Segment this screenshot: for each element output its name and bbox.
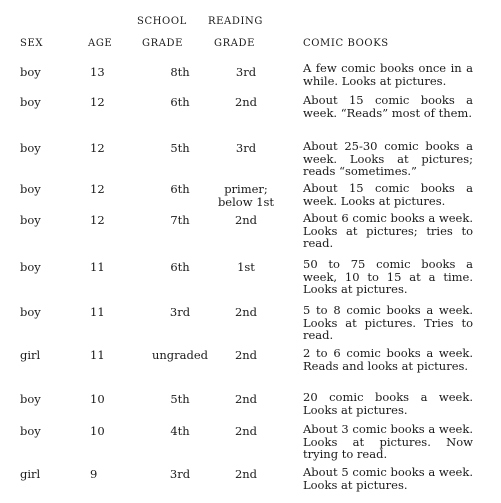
cell-school-grade: 5th (170, 392, 190, 406)
cell-age: 13 (90, 65, 105, 79)
header-age: AGE (88, 38, 113, 49)
cell-reading-grade: 2nd (234, 348, 258, 362)
cell-school-grade: 3rd (169, 305, 191, 319)
cell-reading-grade: 2nd (234, 305, 258, 319)
cell-reading-grade: 2nd (234, 467, 258, 481)
cell-age: 12 (90, 182, 105, 196)
cell-reading-grade: 2nd (234, 392, 258, 406)
cell-school-grade: ungraded (151, 348, 209, 362)
cell-sex: boy (20, 65, 41, 79)
cell-school-grade: 7th (170, 213, 190, 227)
cell-reading-grade: 2nd (234, 213, 258, 227)
cell-school-grade: 6th (170, 182, 190, 196)
cell-age: 12 (90, 213, 105, 227)
cell-sex: boy (20, 182, 41, 196)
header-comic-books: COMIC BOOKS (303, 38, 389, 49)
cell-reading-grade: 2nd (234, 424, 258, 438)
cell-school-grade: 3rd (169, 467, 191, 481)
cell-age: 12 (90, 95, 105, 109)
cell-comic-books: About 5 comic books a week. Looks at pictures. (303, 465, 473, 492)
cell-sex: boy (20, 141, 41, 155)
cell-school-grade: 4th (170, 424, 190, 438)
cell-comic-books: About 3 comic books a week. Looks at pictures. Now trying to read. (303, 422, 473, 461)
cell-age: 11 (90, 260, 105, 274)
cell-reading-grade: primer; below 1st (217, 182, 275, 209)
cell-reading-grade: 1st (237, 260, 255, 274)
cell-school-grade: 5th (170, 141, 190, 155)
cell-age: 11 (90, 348, 105, 362)
cell-reading-grade: 3rd (235, 141, 257, 155)
cell-comic-books: 2 to 6 comic books a week. Reads and looks at pictures. (303, 346, 473, 373)
cell-sex: boy (20, 213, 41, 227)
cell-age: 10 (90, 392, 105, 406)
cell-reading-grade: 2nd (234, 95, 258, 109)
cell-sex: boy (20, 424, 41, 438)
cell-age: 11 (90, 305, 105, 319)
cell-age: 12 (90, 141, 105, 155)
cell-comic-books: About 15 comic books a week. Looks at pictures. (303, 181, 473, 208)
cell-comic-books: About 15 comic books a week. “Reads” most of them. (303, 93, 473, 120)
cell-school-grade: 6th (170, 95, 190, 109)
cell-comic-books: 20 comic books a week. Looks at pictures. (303, 390, 473, 417)
cell-reading-grade: 3rd (235, 65, 257, 79)
cell-sex: boy (20, 260, 41, 274)
cell-age: 10 (90, 424, 105, 438)
cell-age: 9 (90, 467, 98, 481)
cell-comic-books: A few comic books once in a while. Looks at pictures. (303, 61, 473, 88)
header-school-bottom: GRADE (142, 38, 184, 49)
cell-comic-books: 50 to 75 comic books a week, 10 to 15 at a time. Looks at pictures. (303, 257, 473, 296)
cell-comic-books: About 6 comic books a week. Looks at pictures; tries to read. (303, 211, 473, 250)
cell-sex: boy (20, 95, 41, 109)
cell-sex: boy (20, 392, 41, 406)
cell-school-grade: 6th (170, 260, 190, 274)
cell-sex: girl (20, 467, 41, 481)
cell-sex: boy (20, 305, 41, 319)
header-sex: SEX (20, 38, 44, 49)
header-reading-top: READING (208, 16, 263, 27)
cell-school-grade: 8th (170, 65, 190, 79)
header-reading-bottom: GRADE (214, 38, 256, 49)
cell-comic-books: About 25-30 comic books a week. Looks at pictures; reads “sometimes.” (303, 139, 473, 178)
cell-comic-books: 5 to 8 comic books a week. Looks at pictures. Tries to read. (303, 303, 473, 342)
header-school-top: SCHOOL (137, 16, 187, 27)
cell-sex: girl (20, 348, 41, 362)
